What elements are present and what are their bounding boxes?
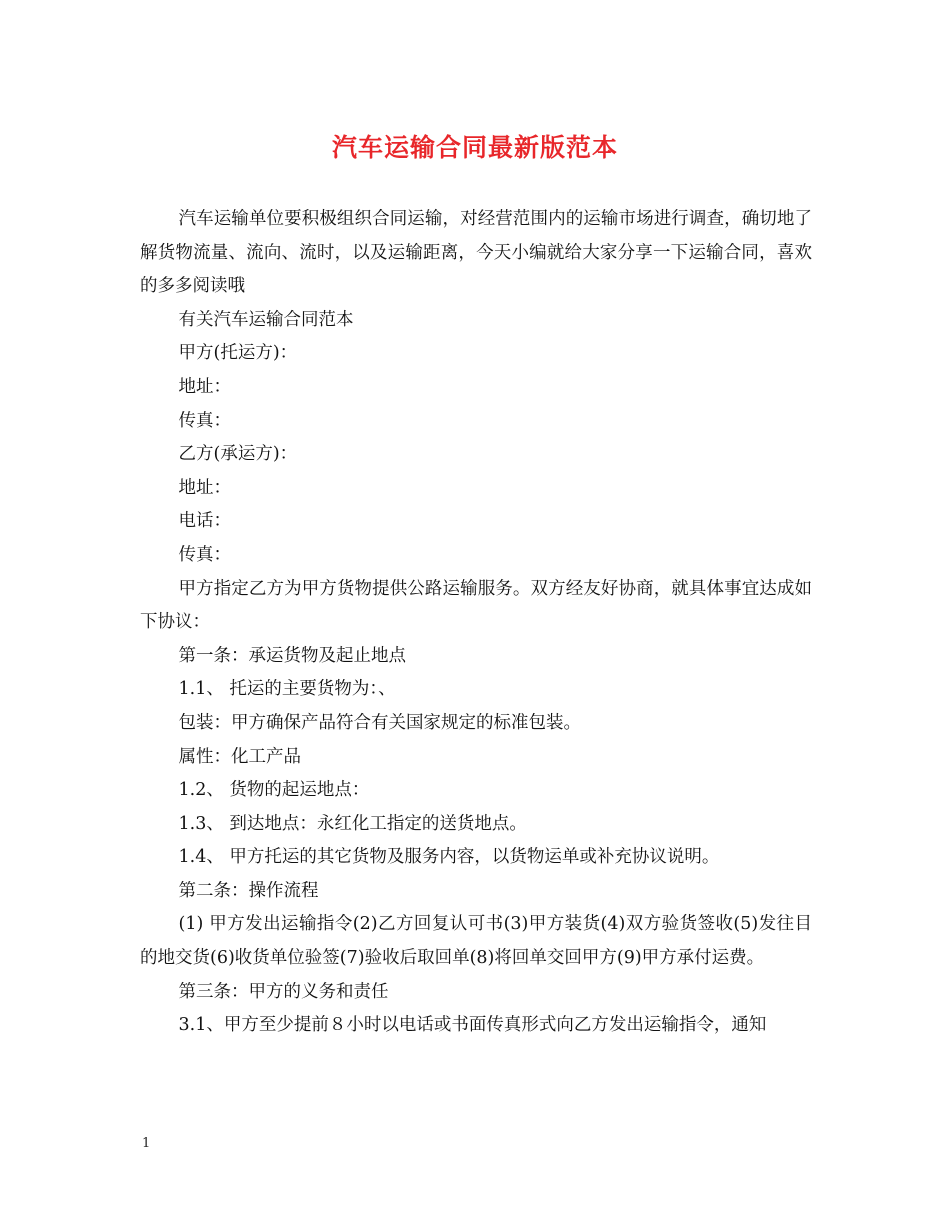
party-b-phone: 电话：: [178, 511, 231, 532]
document-title: 汽车运输合同最新版范本: [331, 133, 618, 162]
clause-3-1: 3.1、甲方至少提前８小时以电话或书面传真形式向乙方发出运输指令，通知: [178, 1015, 767, 1036]
party-a-fax: 传真：: [178, 410, 231, 431]
clause-1-2: 1.2、 货物的起运地点：: [178, 780, 370, 801]
article-2-heading: 第二条：操作流程: [178, 880, 319, 901]
party-b-address: 地址：: [178, 477, 231, 498]
page-number: 1: [142, 1136, 151, 1151]
intro-paragraph: 汽车运输单位要积极组织合同运输，对经营范围内的运输市场进行调查，确切地了解货物流量、流向、流时，以及运输距离，今天小编就给大家分享一下运输合同，喜欢的多多阅读哦: [140, 209, 812, 297]
contract-heading: 有关汽车运输合同范本: [178, 309, 354, 330]
clause-1-3: 1.3、 到达地点：永红化工指定的送货地点。: [178, 813, 527, 834]
article-3-heading: 第三条：甲方的义务和责任: [178, 981, 389, 1002]
party-a-address: 地址：: [178, 376, 231, 397]
process-paragraph: (1) 甲方发出运输指令(2)乙方回复认可书(3)甲方装货(4)双方验货签收(5)发往目的地交货(6)收货单位验签(7)验收后取回单(8)将回单交回甲方(9)甲方承付运费。: [140, 914, 812, 969]
clause-1-1: 1.1、 托运的主要货物为：、: [178, 679, 396, 700]
attribute-clause: 属性：化工产品: [178, 746, 301, 767]
party-a-line: 甲方(托运方)：: [178, 343, 298, 364]
clause-1-4: 1.4、 甲方托运的其它货物及服务内容，以货物运单或补充协议说明。: [178, 847, 720, 868]
packaging-clause: 包装：甲方确保产品符合有关国家规定的标准包装。: [178, 712, 581, 733]
document-body: [140, 203, 812, 1043]
article-1-heading: 第一条：承运货物及起止地点: [178, 645, 406, 666]
party-b-fax: 传真：: [178, 544, 231, 565]
party-b-line: 乙方(承运方)：: [178, 444, 298, 465]
agreement-paragraph: 甲方指定乙方为甲方货物提供公路运输服务。双方经友好协商，就具体事宜达成如下协议：: [140, 578, 812, 633]
